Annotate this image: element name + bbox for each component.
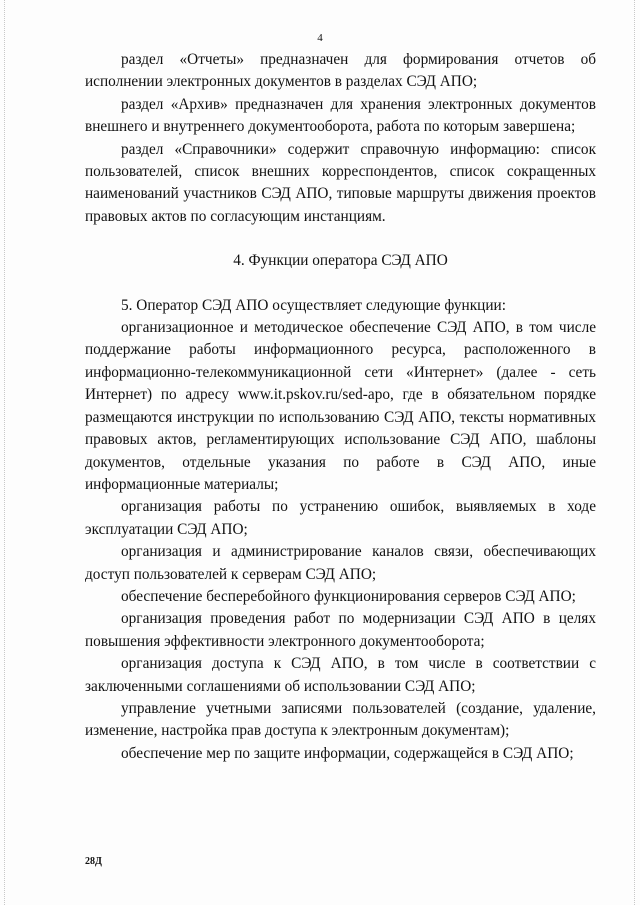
paragraph-function-access: организация доступа к СЭД АПО, в том числе в соответствии с заключенными соглашениями об использовании СЭД АПО; xyxy=(85,655,596,695)
document-body xyxy=(85,49,596,765)
paragraph-archive-section: раздел «Архив» предназначен для хранения электронных документов внешнего и внутреннего документооборота, работа по которым завершена; xyxy=(85,95,596,136)
paragraph-reports-section: раздел «Отчеты» предназначен для формирования отчетов об исполнении электронных документов в разделах СЭД АПО; xyxy=(85,51,596,91)
footer-code: 28Д xyxy=(85,856,102,867)
paragraph-function-methodical-support: организационное и методическое обеспечение СЭД АПО, в том числе поддержание работы информационного ресурса, расположенного в информационно-телекоммуникационной сети «Интернет» (далее - сеть Интернет) по адресу www.it.pskov.ru/sed-apo, где в обязательном порядке размещаются инструкции по использованию СЭД АПО, тексты нормативных правовых актов, регламентирующих использование СЭД АПО, шаблоны документов, отдельные указания по работе в СЭД АПО, иные информационные материалы; xyxy=(85,319,596,493)
section-heading: 4. Функции оператора СЭД АПО xyxy=(233,252,448,270)
paragraph-function-communication-channels: организация и администрирование каналов связи, обеспечивающих доступ пользователей к серверам СЭД АПО; xyxy=(85,543,596,583)
paragraph-function-accounts: управление учетными записями пользователей (создание, удаление, изменение, настройка прав доступа к электронным документам); xyxy=(85,699,596,740)
paragraph-function-modernization: организация проведения работ по модернизации СЭД АПО в целях повышения эффективности электронного документооборота; xyxy=(85,610,596,650)
paragraph-directories-section: раздел «Справочники» содержит справочную информацию: список пользователей, список внешних корреспондентов, список сокращенных наименований участников СЭД АПО, типовые маршруты движения проектов правовых актов по согласующим инстанциям. xyxy=(85,140,596,225)
scan-edge-left xyxy=(4,0,6,905)
paragraph-function-error-fixing: организация работы по устранению ошибок, выявляемых в ходе эксплуатации СЭД АПО; xyxy=(85,498,596,538)
paragraph-function-protection: обеспечение мер по защите информации, содержащейся в СЭД АПО; xyxy=(121,744,574,762)
page-number: 4 xyxy=(317,32,323,44)
paragraph-function-server-operation: обеспечение бесперебойного функционирования серверов СЭД АПО; xyxy=(121,587,576,605)
scan-edge-right xyxy=(634,0,636,905)
paragraph-operator-functions-intro: 5. Оператор СЭД АПО осуществляет следующие функции: xyxy=(121,296,506,314)
